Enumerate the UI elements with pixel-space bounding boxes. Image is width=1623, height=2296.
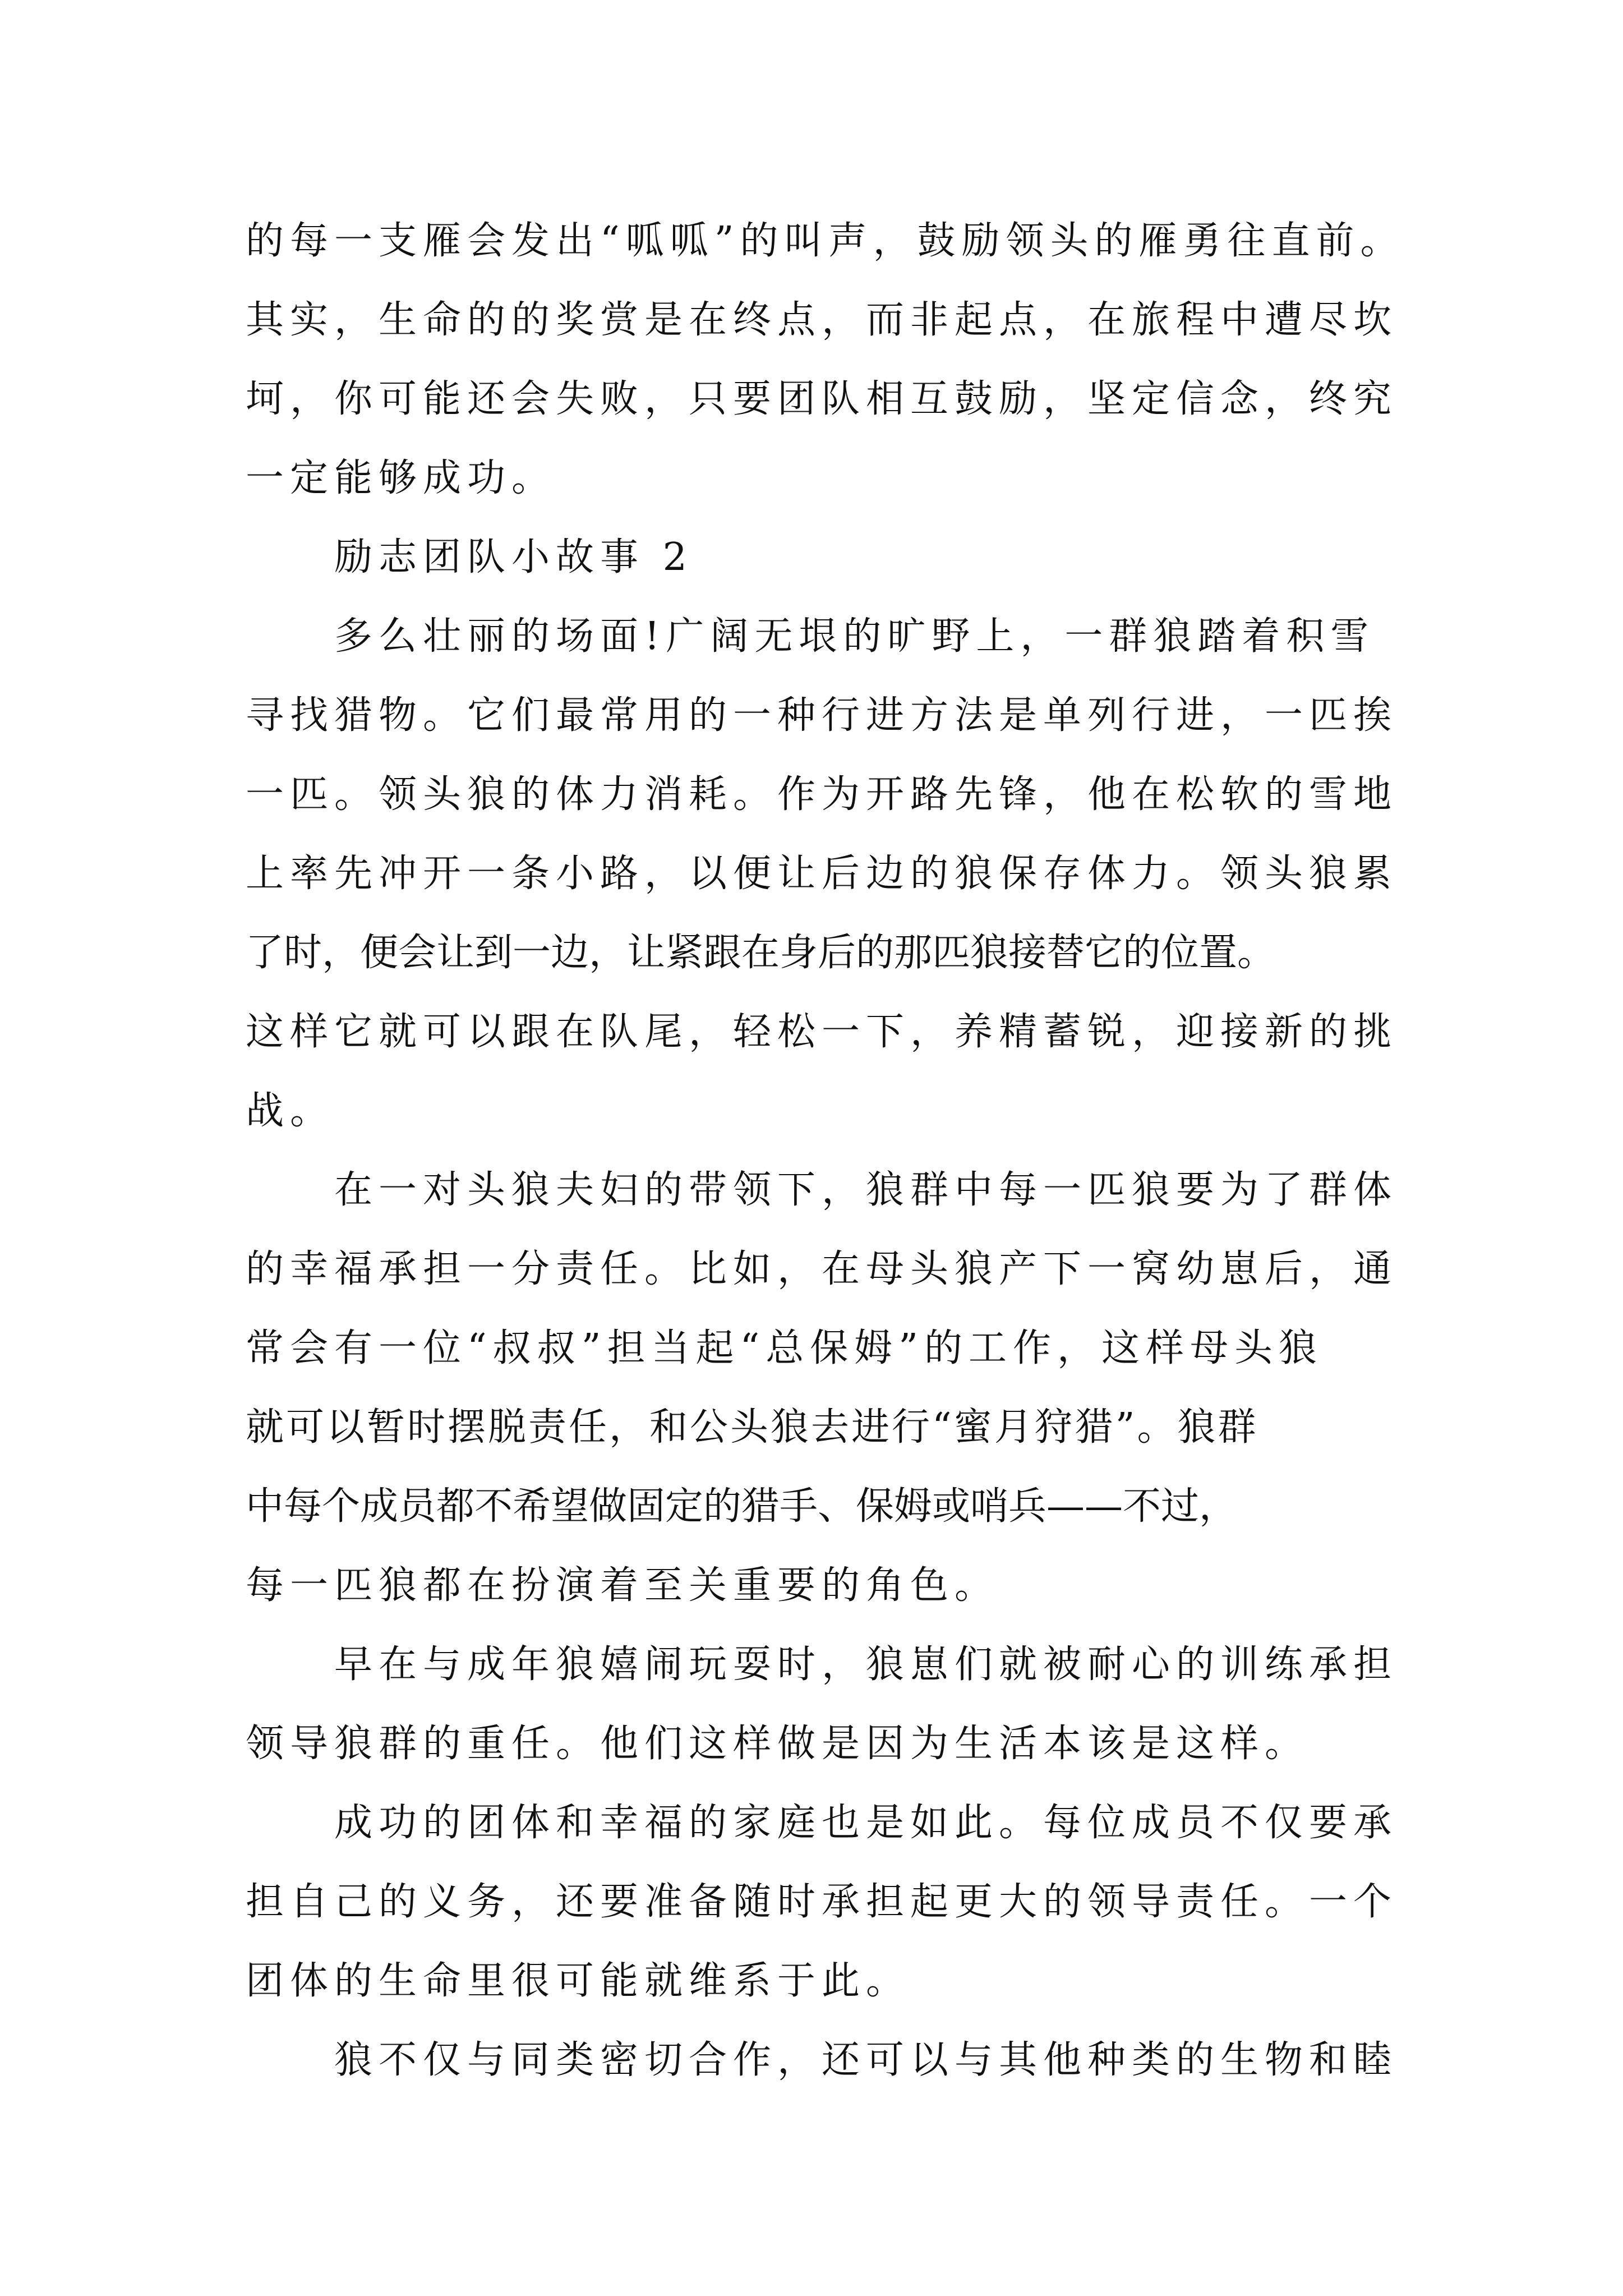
text-line: 成功的团体和幸福的家庭也是如此。每位成员不仅要承: [334, 1801, 1398, 1845]
text-line: 领导狼群的重任。他们这样做是因为生活本该是这样。: [246, 1722, 1310, 1766]
text-line: 在一对头狼夫妇的带领下，狼群中每一匹狼要为了群体: [334, 1168, 1398, 1212]
text-line: 一定能够成功。: [246, 456, 556, 500]
text-line: 了时，便会让到一边，让紧跟在身后的那匹狼接替它的位置。: [246, 931, 1276, 975]
text-line: 坷，你可能还会失败，只要团队相互鼓励，坚定信念，终究: [246, 377, 1398, 421]
text-line: 狼不仅与同类密切合作，还可以与其他种类的生物和睦: [334, 2038, 1398, 2082]
text-line: 的每一支雁会发出“呱呱”的叫声，鼓励领头的雁勇往直前。: [246, 219, 1405, 263]
text-line: 的幸福承担一分责任。比如，在母头狼产下一窝幼崽后，通: [246, 1247, 1398, 1291]
text-line: 每一匹狼都在扮演着至关重要的角色。: [246, 1563, 999, 1608]
text-line: 这样它就可以跟在队尾，轻松一下，养精蓄锐，迎接新的挑: [246, 1010, 1398, 1054]
text-line: 就可以暂时摆脱责任，和公头狼去进行“蜜月狩猎”。狼群: [246, 1405, 1258, 1450]
text-line: 担自己的义务，还要准备随时承担起更大的领导责任。一个: [246, 1880, 1398, 1924]
text-line: 多么壮丽的场面!广阔无垠的旷野上，一群狼踏着积雪: [334, 614, 1375, 659]
text-line: 团体的生命里很可能就维系于此。: [246, 1959, 911, 2003]
text-line: 寻找猎物。它们最常用的一种行进方法是单列行进，一匹挨: [246, 693, 1398, 738]
text-line: 上率先冲开一条小路，以便让后边的狼保存体力。领头狼累: [246, 852, 1398, 896]
text-line: 战。: [246, 1089, 335, 1133]
text-line: 早在与成年狼嬉闹玩耍时，狼崽们就被耐心的训练承担: [334, 1642, 1398, 1687]
section-heading: 励志团队小故事 2: [334, 535, 693, 579]
text-line: 中每个成员都不希望做固定的猎手、保姆或哨兵——不过，: [246, 1484, 1238, 1529]
text-line: 其实，生命的的奖赏是在终点，而非起点，在旅程中遭尽坎: [246, 298, 1398, 342]
text-line: 一匹。领头狼的体力消耗。作为开路先锋，他在松软的雪地: [246, 772, 1398, 817]
text-line: 常会有一位“叔叔”担当起“总保姆”的工作，这样母头狼: [246, 1326, 1324, 1370]
